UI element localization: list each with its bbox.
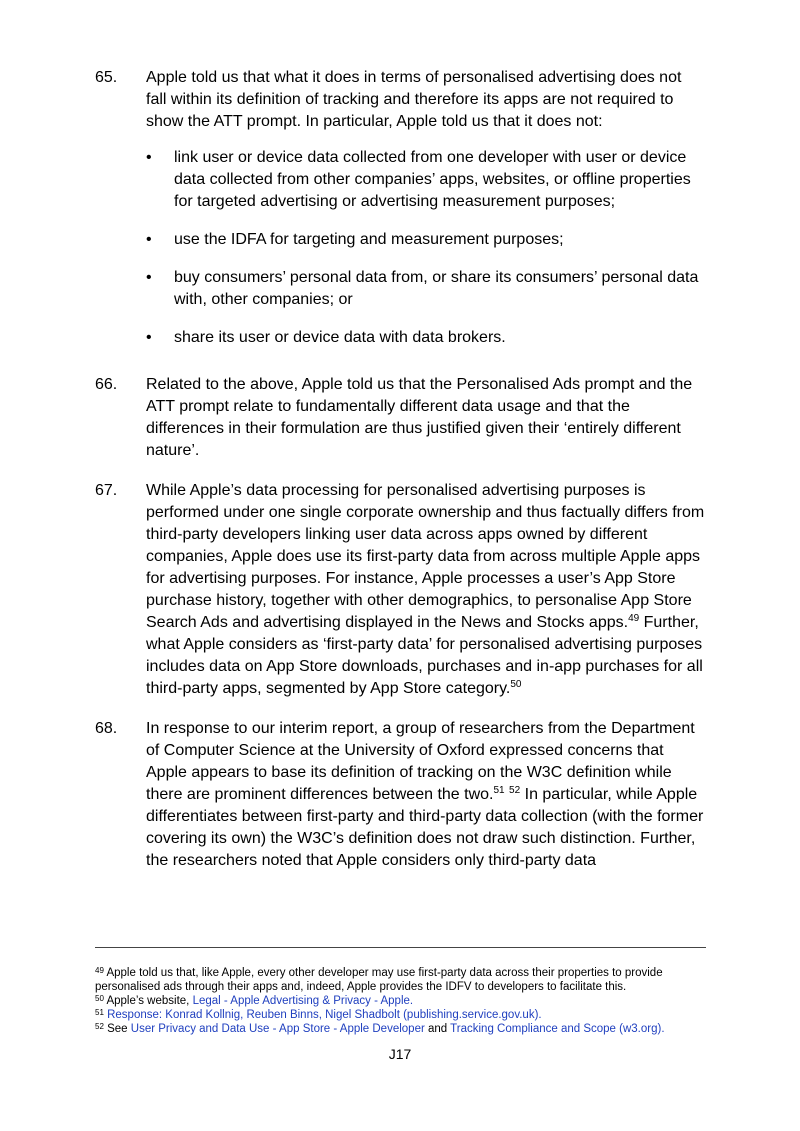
footnote-52 bbox=[95, 1022, 706, 1036]
footnote-text: and bbox=[424, 1023, 451, 1035]
footnote-link[interactable]: Legal - Apple Advertising & Privacy - Apple. bbox=[192, 995, 414, 1007]
paragraph-67 bbox=[0, 480, 800, 700]
paragraph-number: 68. bbox=[95, 720, 118, 737]
paragraph-66 bbox=[0, 374, 800, 462]
paragraph-text-part: In response to our interim report, a group of researchers from the Department of Computer Science at the University of Oxford expressed concerns that Apple appears to base its definition of tracking on the W3C definition while there are prominent differences between the two. bbox=[146, 720, 695, 803]
paragraph-65 bbox=[0, 67, 800, 365]
footnote-link[interactable]: Tracking Compliance and Scope (w3.org). bbox=[450, 1023, 665, 1035]
footnote-divider bbox=[95, 947, 706, 948]
paragraph-number: 67. bbox=[95, 482, 118, 499]
footnote-link[interactable]: Response: Konrad Kollnig, Reuben Binns, Nigel Shadbolt (publishing.service.gov.uk). bbox=[107, 1009, 542, 1021]
paragraph-68 bbox=[0, 718, 800, 872]
footnote-50 bbox=[95, 994, 706, 1008]
footnote-ref-49[interactable]: 49 bbox=[628, 613, 640, 624]
bullet-item bbox=[146, 267, 704, 311]
paragraph-text bbox=[146, 718, 706, 872]
bullet-icon: • bbox=[146, 231, 152, 248]
paragraph-text bbox=[146, 480, 706, 700]
bullet-text: buy consumers’ personal data from, or share its consumers’ personal data with, other companies; or bbox=[174, 269, 699, 308]
footnote-ref-52[interactable]: 52 bbox=[509, 785, 521, 796]
bullet-item bbox=[146, 147, 704, 213]
bullet-icon: • bbox=[146, 269, 152, 286]
bullet-text: share its user or device data with data brokers. bbox=[174, 329, 506, 346]
footnote-text: See bbox=[103, 1023, 131, 1035]
footnote-text: Apple told us that, like Apple, every other developer may use first-party data across their properties to provide personalised ads through their apps and, indeed, Apple provides the IDFV to developers to facilitate this. bbox=[95, 967, 663, 993]
footnotes bbox=[95, 966, 706, 1036]
footnote-number: 51 bbox=[95, 1008, 104, 1017]
paragraph-text: Apple told us that what it does in terms of personalised advertising does not fall within its definition of tracking and therefore its apps are not required to show the ATT prompt. In particular, Apple told us that it does not: bbox=[146, 69, 682, 130]
footnote-51 bbox=[95, 1008, 706, 1022]
paragraph-text: Related to the above, Apple told us that the Personalised Ads prompt and the ATT prompt relate to fundamentally different data usage and that the differences in their formulation are thus justified given their ‘entirely different nature’. bbox=[146, 376, 693, 459]
bullet-text: use the IDFA for targeting and measurement purposes; bbox=[174, 231, 564, 248]
bullet-item bbox=[146, 229, 704, 251]
bullet-item bbox=[146, 327, 704, 349]
footnote-link[interactable]: User Privacy and Data Use - App Store - Apple Developer bbox=[130, 1023, 425, 1035]
paragraph-number: 65. bbox=[95, 69, 118, 86]
paragraph-number: 66. bbox=[95, 376, 118, 393]
footnote-49 bbox=[95, 966, 706, 994]
paragraph-text-part: Further, what Apple considers as ‘first-party data’ for personalised advertising purposes includes data on App Store downloads, purchases and in-app purchases for all third-party apps, segmented by App Store category. bbox=[146, 614, 703, 697]
paragraph-text-part: In particular, while Apple differentiates between first-party and third-party data collection (with the former covering its own) the W3C’s definition does not draw such distinction. Further, the researchers noted that Apple considers only third-party data bbox=[146, 786, 704, 869]
page-number: J17 bbox=[388, 1046, 412, 1062]
footnote-number: 52 bbox=[95, 1022, 104, 1031]
footnote-number: 50 bbox=[95, 994, 104, 1003]
bullet-text: link user or device data collected from one developer with user or device data collected from other companies’ apps, websites, or offline properties for targeted advertising or advertising measurement purposes; bbox=[174, 149, 691, 210]
footnote-number: 49 bbox=[95, 966, 104, 975]
paragraph-text-part: While Apple’s data processing for personalised advertising purposes is performed under one single corporate ownership and thus factually differs from third-party developers linking user data across apps owned by different companies, Apple does use its first-party data from across multiple Apple apps for advertising purposes. For instance, Apple processes a user’s App Store purchase history, together with other demographics, to personalise App Store Search Ads and advertising displayed in the News and Stocks apps. bbox=[146, 482, 705, 631]
bullet-list bbox=[0, 147, 800, 349]
footnote-ref-50[interactable]: 50 bbox=[510, 679, 522, 690]
footnote-ref-51[interactable]: 51 bbox=[493, 785, 505, 796]
bullet-icon: • bbox=[146, 149, 152, 166]
bullet-icon: • bbox=[146, 329, 152, 346]
footnote-text: Apple’s website, bbox=[103, 995, 193, 1007]
